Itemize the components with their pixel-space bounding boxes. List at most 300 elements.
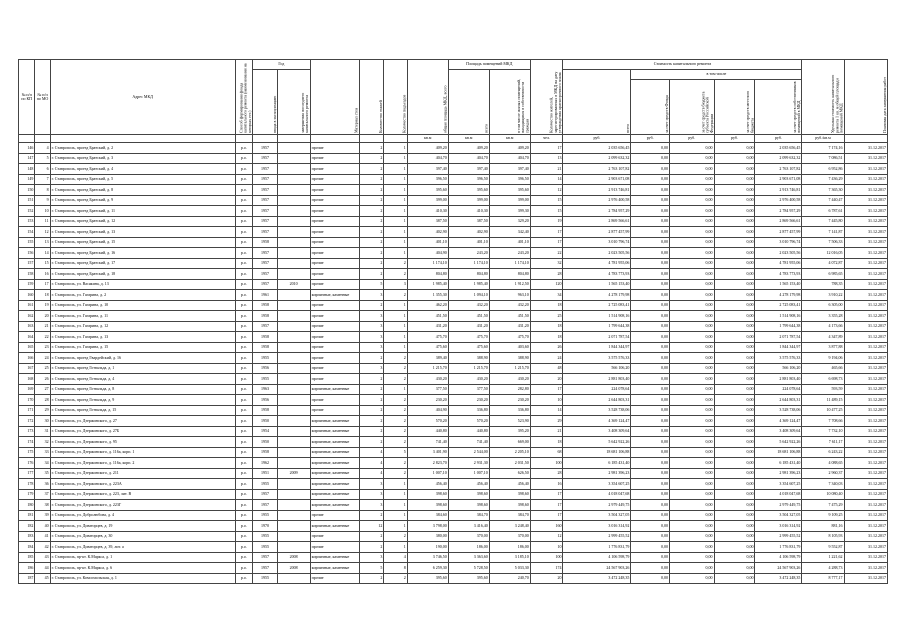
row-cost-federal: 0,00 xyxy=(670,416,714,427)
table-row xyxy=(19,384,888,395)
row-no-mo: 23 xyxy=(35,342,50,353)
row-fund-method: р.о. xyxy=(235,374,253,385)
row-wall-material: прочие xyxy=(310,164,359,175)
row-area-total: 404,70 xyxy=(448,153,489,164)
row-cost-total: 2 881 803,40 xyxy=(563,374,631,385)
row-area-total: 475,70 xyxy=(448,332,489,343)
row-year-commission: 1957 xyxy=(253,269,278,280)
row-residents: 19 xyxy=(530,216,563,227)
row-cost-owners: 2 099 632,32 xyxy=(755,153,802,164)
row-year-last-repair xyxy=(277,237,310,248)
row-area-total: 431,20 xyxy=(448,321,489,332)
row-cost-owners: 2 725 083,41 xyxy=(755,300,802,311)
row-deadline: 31.12.2017 xyxy=(844,353,887,364)
row-floors: 2 xyxy=(359,437,384,448)
row-cost-owners: 3 504 327,05 xyxy=(755,510,802,521)
row-cost-fund: 0,00 xyxy=(631,552,670,563)
row-area-owned: 398,60 xyxy=(489,500,530,511)
row-deadline: 31.12.2017 xyxy=(844,279,887,290)
row-area-owned: 2 205,10 xyxy=(489,447,530,458)
row-cost-local: 0,00 xyxy=(714,164,755,175)
row-area-total: 2 931,30 xyxy=(448,458,489,469)
row-year-commission: 1957 xyxy=(253,174,278,185)
row-area-owned: 240,70 xyxy=(489,573,530,584)
row-cost-total: 4 278 179,98 xyxy=(563,290,631,301)
row-cost-local: 0,00 xyxy=(714,279,755,290)
row-cost-local: 0,00 xyxy=(714,353,755,364)
row-floors: 3 xyxy=(359,311,384,322)
row-cost-fund: 0,00 xyxy=(631,311,670,322)
row-deadline: 31.12.2017 xyxy=(844,321,887,332)
row-cost-fund: 0,00 xyxy=(631,447,670,458)
row-no-kr: 167 xyxy=(19,363,35,374)
row-unit-cost: 7 611,17 xyxy=(802,437,844,448)
row-area-total: 409,20 xyxy=(448,143,489,154)
row-year-last-repair xyxy=(277,542,310,553)
row-total-area: 2 823,70 xyxy=(407,458,448,469)
row-cost-local: 0,00 xyxy=(714,227,755,238)
row-area-total: 395,60 xyxy=(448,185,489,196)
row-residents: 18 xyxy=(530,321,563,332)
row-no-mo: 44 xyxy=(35,563,50,574)
table-row xyxy=(19,468,888,479)
row-area-owned: 397,40 xyxy=(489,164,530,175)
row-fund-method: р.о. xyxy=(235,542,253,553)
row-year-last-repair xyxy=(277,195,310,206)
row-wall-material: кирпичные, каменные xyxy=(310,426,359,437)
row-wall-material: кирпичные, каменные xyxy=(310,437,359,448)
row-deadline: 31.12.2017 xyxy=(844,510,887,521)
row-cost-total: 224 078,64 xyxy=(563,384,631,395)
row-cost-fund: 0,00 xyxy=(631,426,670,437)
row-year-last-repair xyxy=(277,416,310,427)
row-no-mo: 13 xyxy=(35,237,50,248)
row-deadline: 31.12.2017 xyxy=(844,174,887,185)
row-residents: 18 xyxy=(530,437,563,448)
row-unit-cost: 465,66 xyxy=(802,363,844,374)
row-cost-local: 0,00 xyxy=(714,195,755,206)
row-floors: 2 xyxy=(359,300,384,311)
row-residents: 20 xyxy=(530,374,563,385)
row-area-total: 243,20 xyxy=(448,248,489,259)
row-floors: 5 xyxy=(359,563,384,574)
row-no-mo: 26 xyxy=(35,374,50,385)
row-year-last-repair xyxy=(277,479,310,490)
row-cost-fund: 0,00 xyxy=(631,195,670,206)
row-area-owned: 963,10 xyxy=(489,290,530,301)
row-year-commission: 1957 xyxy=(253,552,278,563)
row-cost-owners: 3 016 314,92 xyxy=(755,521,802,532)
row-year-last-repair xyxy=(277,374,310,385)
row-floors: 2 xyxy=(359,258,384,269)
row-no-kr: 166 xyxy=(19,353,35,364)
row-cost-local: 0,00 xyxy=(714,552,755,563)
row-cost-federal: 0,00 xyxy=(670,426,714,437)
row-cost-federal: 0,00 xyxy=(670,290,714,301)
table-row xyxy=(19,290,888,301)
row-floors: 2 xyxy=(359,248,384,259)
row-entrances: 1 xyxy=(384,542,407,553)
row-residents: 13 xyxy=(530,153,563,164)
row-cost-owners: 2 763 107,82 xyxy=(755,164,802,175)
row-total-area: 398,60 xyxy=(407,500,448,511)
row-year-last-repair xyxy=(277,405,310,416)
row-cost-total: 2 999 455,52 xyxy=(563,531,631,542)
row-cost-total: 3 504 327,05 xyxy=(563,510,631,521)
row-wall-material: прочие xyxy=(310,185,359,196)
row-cost-local: 0,00 xyxy=(714,531,755,542)
row-unit-cost: 6 952,86 xyxy=(802,164,844,175)
row-cost-owners: 2 881 803,40 xyxy=(755,374,802,385)
row-cost-fund: 0,00 xyxy=(631,479,670,490)
row-deadline: 31.12.2017 xyxy=(844,237,887,248)
row-year-last-repair xyxy=(277,426,310,437)
row-year-last-repair xyxy=(277,206,310,217)
row-unit-cost: 6 787,61 xyxy=(802,206,844,217)
row-cost-total: 18 681 106,88 xyxy=(563,447,631,458)
table-row xyxy=(19,552,888,563)
row-cost-federal: 0,00 xyxy=(670,395,714,406)
row-cost-federal: 0,00 xyxy=(670,311,714,322)
row-no-mo: 8 xyxy=(35,185,50,196)
row-fund-method: р.о. xyxy=(235,510,253,521)
row-cost-local: 0,00 xyxy=(714,468,755,479)
row-wall-material: кирпичные, каменные xyxy=(310,416,359,427)
row-year-last-repair xyxy=(277,227,310,238)
row-year-commission: 1957 xyxy=(253,195,278,206)
table-row xyxy=(19,426,888,437)
row-total-area: 398,60 xyxy=(407,489,448,500)
row-cost-total: 1 514 908,16 xyxy=(563,311,631,322)
row-cost-local: 0,00 xyxy=(714,153,755,164)
row-entrances: 1 xyxy=(384,195,407,206)
row-total-area: 399,00 xyxy=(407,195,448,206)
row-cost-local: 0,00 xyxy=(714,489,755,500)
row-cost-total: 4 369 124,47 xyxy=(563,416,631,427)
row-area-total: 230,20 xyxy=(448,395,489,406)
row-area-total: 804,80 xyxy=(448,269,489,280)
row-no-mo: 18 xyxy=(35,290,50,301)
row-cost-fund: 0,00 xyxy=(631,363,670,374)
row-residents: 17 xyxy=(530,489,563,500)
row-year-last-repair xyxy=(277,510,310,521)
row-cost-owners: 2 999 455,52 xyxy=(755,531,802,542)
row-cost-local: 0,00 xyxy=(714,248,755,259)
row-no-kr: 187 xyxy=(19,573,35,584)
row-cost-local: 0,00 xyxy=(714,458,755,469)
row-wall-material: кирпичные, каменные xyxy=(310,468,359,479)
row-wall-material: кирпичные, каменные xyxy=(310,563,359,574)
row-cost-owners: 224 078,64 xyxy=(755,384,802,395)
row-cost-federal: 0,00 xyxy=(670,206,714,217)
row-entrances: 2 xyxy=(384,258,407,269)
row-deadline: 31.12.2017 xyxy=(844,248,887,259)
row-no-kr: 148 xyxy=(19,164,35,175)
row-cost-federal: 0,00 xyxy=(670,227,714,238)
row-area-owned: 2 031,50 xyxy=(489,458,530,469)
row-residents: 174 xyxy=(530,563,563,574)
row-deadline: 31.12.2017 xyxy=(844,426,887,437)
row-wall-material: прочие xyxy=(310,248,359,259)
row-deadline: 31.12.2017 xyxy=(844,521,887,532)
row-no-kr: 181 xyxy=(19,510,35,521)
table-row xyxy=(19,573,888,584)
row-residents: 17 xyxy=(530,500,563,511)
row-no-kr: 179 xyxy=(19,489,35,500)
row-cost-federal: 0,00 xyxy=(670,164,714,175)
row-cost-total: 4 018 047,68 xyxy=(563,489,631,500)
row-cost-total: 1 799 644,38 xyxy=(563,321,631,332)
table-row xyxy=(19,342,888,353)
row-fund-method: р.о. xyxy=(235,164,253,175)
row-cost-owners: 2 023 505,56 xyxy=(755,248,802,259)
row-cost-local: 0,00 xyxy=(714,573,755,584)
row-year-last-repair xyxy=(277,521,310,532)
row-cost-total: 2 023 505,56 xyxy=(563,248,631,259)
row-total-area: 451,50 xyxy=(407,311,448,322)
row-no-mo: 25 xyxy=(35,363,50,374)
row-unit-cost: 4 288,73 xyxy=(802,563,844,574)
row-cost-local: 0,00 xyxy=(714,206,755,217)
row-no-kr: 173 xyxy=(19,426,35,437)
row-residents: 21 xyxy=(530,164,563,175)
row-address: г. Ставрополь, проезд Готвальда, д. 1 xyxy=(50,363,235,374)
row-cost-fund: 0,00 xyxy=(631,185,670,196)
row-cost-federal: 0,00 xyxy=(670,458,714,469)
row-cost-local: 0,00 xyxy=(714,258,755,269)
row-total-area: 475,60 xyxy=(407,342,448,353)
row-cost-federal: 0,00 xyxy=(670,531,714,542)
row-cost-total: 3 354 607,25 xyxy=(563,479,631,490)
row-year-last-repair xyxy=(277,300,310,311)
row-floors: 2 xyxy=(359,374,384,385)
row-address: г. Ставрополь, ул. Доваторцев, д. 19 xyxy=(50,521,235,532)
row-total-area: 1 985,40 xyxy=(407,279,448,290)
row-cost-total: 3 408 309,64 xyxy=(563,426,631,437)
row-cost-federal: 0,00 xyxy=(670,248,714,259)
row-unit-cost: 9 552,87 xyxy=(802,542,844,553)
row-no-kr: 172 xyxy=(19,416,35,427)
row-entrances: 2 xyxy=(384,269,407,280)
row-cost-total: 2 903 671,08 xyxy=(563,174,631,185)
row-unit-cost: 2 960,37 xyxy=(802,468,844,479)
row-no-mo: 35 xyxy=(35,468,50,479)
row-year-commission: 1955 xyxy=(253,542,278,553)
row-cost-local: 0,00 xyxy=(714,216,755,227)
row-address: г. Ставрополь, проезд Братский, д. 13 xyxy=(50,227,235,238)
row-cost-owners: 2 035 656,45 xyxy=(755,143,802,154)
row-no-mo: 5 xyxy=(35,153,50,164)
row-cost-fund: 0,00 xyxy=(631,416,670,427)
row-area-total: 370,00 xyxy=(448,531,489,542)
row-no-kr: 159 xyxy=(19,279,35,290)
row-year-last-repair xyxy=(277,216,310,227)
row-deadline: 31.12.2017 xyxy=(844,500,887,511)
row-area-total: 2 544,00 xyxy=(448,447,489,458)
row-floors: 2 xyxy=(359,395,384,406)
row-year-commission: 1958 xyxy=(253,342,278,353)
row-cost-federal: 0,00 xyxy=(670,185,714,196)
row-area-total: 396,50 xyxy=(448,174,489,185)
row-fund-method: р.о. xyxy=(235,279,253,290)
row-no-kr: 154 xyxy=(19,227,35,238)
row-no-kr: 161 xyxy=(19,300,35,311)
row-fund-method: р.о. xyxy=(235,195,253,206)
row-fund-method: р.о. xyxy=(235,143,253,154)
row-floors: 3 xyxy=(359,290,384,301)
row-cost-fund: 0,00 xyxy=(631,510,670,521)
row-unit-cost: 7 365,30 xyxy=(802,185,844,196)
row-unit-cost: 7 445,80 xyxy=(802,216,844,227)
row-area-owned: 3 248,40 xyxy=(489,521,530,532)
row-cost-owners: 4 783 773,93 xyxy=(755,269,802,280)
row-cost-fund: 0,00 xyxy=(631,258,670,269)
row-cost-fund: 0,00 xyxy=(631,216,670,227)
row-year-last-repair xyxy=(277,489,310,500)
row-fund-method: р.о. xyxy=(235,552,253,563)
row-entrances: 1 xyxy=(384,206,407,217)
row-address: г. Ставрополь, пр-кт. К.Маркса, д. 1 xyxy=(50,552,235,563)
row-deadline: 31.12.2017 xyxy=(844,458,887,469)
row-year-last-repair xyxy=(277,269,310,280)
row-fund-method: р.о. xyxy=(235,185,253,196)
row-cost-federal: 0,00 xyxy=(670,279,714,290)
row-area-total: 399,00 xyxy=(448,195,489,206)
row-floors: 3 xyxy=(359,489,384,500)
row-cost-federal: 0,00 xyxy=(670,332,714,343)
row-fund-method: р.о. xyxy=(235,206,253,217)
row-wall-material: прочие xyxy=(310,510,359,521)
row-address: г. Ставрополь, проезд Готвальда, д. 15 xyxy=(50,405,235,416)
row-fund-method: р.о. xyxy=(235,227,253,238)
row-cost-owners: 3 354 607,25 xyxy=(755,479,802,490)
row-cost-owners: 24 567 903,26 xyxy=(755,563,802,574)
row-cost-total: 6 185 431,40 xyxy=(563,458,631,469)
row-entrances: 1 xyxy=(384,311,407,322)
row-entrances: 8 xyxy=(384,563,407,574)
row-no-kr: 184 xyxy=(19,542,35,553)
row-floors: 3 xyxy=(359,479,384,490)
row-no-mo: 38 xyxy=(35,500,50,511)
row-cost-owners: 2 976 400,58 xyxy=(755,195,802,206)
table-row xyxy=(19,521,888,532)
row-area-owned: 388,90 xyxy=(489,353,530,364)
row-year-commission: 1958 xyxy=(253,237,278,248)
row-address: г. Ставрополь, проезд Братский, д. 18 xyxy=(50,269,235,280)
row-floors: 2 xyxy=(359,405,384,416)
row-wall-material: кирпичные, каменные xyxy=(310,458,359,469)
row-year-commission: 1970 xyxy=(253,521,278,532)
row-area-total: 456,40 xyxy=(448,479,489,490)
row-residents: 100 xyxy=(530,458,563,469)
row-cost-local: 0,00 xyxy=(714,395,755,406)
row-residents: 160 xyxy=(530,521,563,532)
row-unit-cost: 3 910,22 xyxy=(802,290,844,301)
row-area-total: 387,50 xyxy=(448,216,489,227)
row-no-mo: 28 xyxy=(35,395,50,406)
row-no-mo: 14 xyxy=(35,248,50,259)
row-cost-owners: 1 844 344,97 xyxy=(755,342,802,353)
row-cost-owners: 2 784 957,29 xyxy=(755,206,802,217)
row-area-total: 402,90 xyxy=(448,227,489,238)
row-area-owned: 456,40 xyxy=(489,479,530,490)
row-cost-federal: 0,00 xyxy=(670,437,714,448)
row-address: г. Ставрополь, ул. Гагарина, д. 13 xyxy=(50,332,235,343)
row-deadline: 31.12.2017 xyxy=(844,542,887,553)
row-address: г. Ставрополь, ул. Дзержинского, д. 27Б xyxy=(50,426,235,437)
row-total-area: 430,20 xyxy=(407,374,448,385)
row-cost-owners: 5 642 922,26 xyxy=(755,437,802,448)
row-unit-cost: 7 340,03 xyxy=(802,479,844,490)
row-no-mo: 29 xyxy=(35,405,50,416)
row-floors: 2 xyxy=(359,542,384,553)
row-residents: 68 xyxy=(530,447,563,458)
row-no-mo: 19 xyxy=(35,300,50,311)
row-no-mo: 6 xyxy=(35,164,50,175)
row-year-last-repair xyxy=(277,174,310,185)
row-address: г. Ставрополь, ул. Дзержинского, д. 223Г xyxy=(50,500,235,511)
row-total-area: 402,90 xyxy=(407,227,448,238)
row-deadline: 31.12.2017 xyxy=(844,153,887,164)
row-total-area: 570,20 xyxy=(407,416,448,427)
row-no-mo: 9 xyxy=(35,195,50,206)
row-year-last-repair xyxy=(277,143,310,154)
row-cost-fund: 0,00 xyxy=(631,405,670,416)
row-area-owned: 186,00 xyxy=(489,542,530,553)
row-address: г. Ставрополь, проезд Братский, д. 9 xyxy=(50,195,235,206)
row-cost-fund: 0,00 xyxy=(631,269,670,280)
row-deadline: 31.12.2017 xyxy=(844,342,887,353)
unit-cell: руб. xyxy=(670,135,714,143)
row-residents: 15 xyxy=(530,195,563,206)
row-area-total: 3 363,60 xyxy=(448,552,489,563)
row-address: г. Ставрополь, ул. Дзержинского, д. 95 xyxy=(50,437,235,448)
row-cost-owners: 4 018 047,68 xyxy=(755,489,802,500)
row-cost-total: 3 528 738,06 xyxy=(563,405,631,416)
row-cost-federal: 0,00 xyxy=(670,153,714,164)
row-area-total: 430,20 xyxy=(448,374,489,385)
row-floors: 3 xyxy=(359,500,384,511)
unit-cell: руб. xyxy=(563,135,631,143)
row-entrances: 1 xyxy=(384,321,407,332)
row-floors: 2 xyxy=(359,353,384,364)
row-cost-federal: 0,00 xyxy=(670,468,714,479)
row-entrances: 1 xyxy=(384,500,407,511)
row-wall-material: прочие xyxy=(310,353,359,364)
row-wall-material: кирпичные, каменные xyxy=(310,521,359,532)
row-no-mo: 15 xyxy=(35,258,50,269)
row-no-kr: 180 xyxy=(19,500,35,511)
col-cost-total: всего xyxy=(563,70,631,135)
row-area-owned: 384,70 xyxy=(489,510,530,521)
unit-cell: кв.м xyxy=(448,135,489,143)
row-no-kr: 150 xyxy=(19,185,35,196)
table-row xyxy=(19,258,888,269)
row-wall-material: прочие xyxy=(310,227,359,238)
row-cost-fund: 0,00 xyxy=(631,290,670,301)
row-address: г. Ставрополь, проезд Братский, д. 16 xyxy=(50,248,235,259)
row-address: г. Ставрополь, ул. Дзержинского, д. 223А xyxy=(50,479,235,490)
row-cost-local: 0,00 xyxy=(714,426,755,437)
row-total-area: 377,50 xyxy=(407,384,448,395)
row-residents: 28 xyxy=(530,468,563,479)
row-address: г. Ставрополь, ул. Гагарина, д. 2 xyxy=(50,290,235,301)
row-fund-method: р.о. xyxy=(235,384,253,395)
table-row xyxy=(19,353,888,364)
col-year-commission: ввода в эксплуатацию xyxy=(253,70,278,135)
row-wall-material: прочие xyxy=(310,573,359,584)
row-entrances: 2 xyxy=(384,405,407,416)
